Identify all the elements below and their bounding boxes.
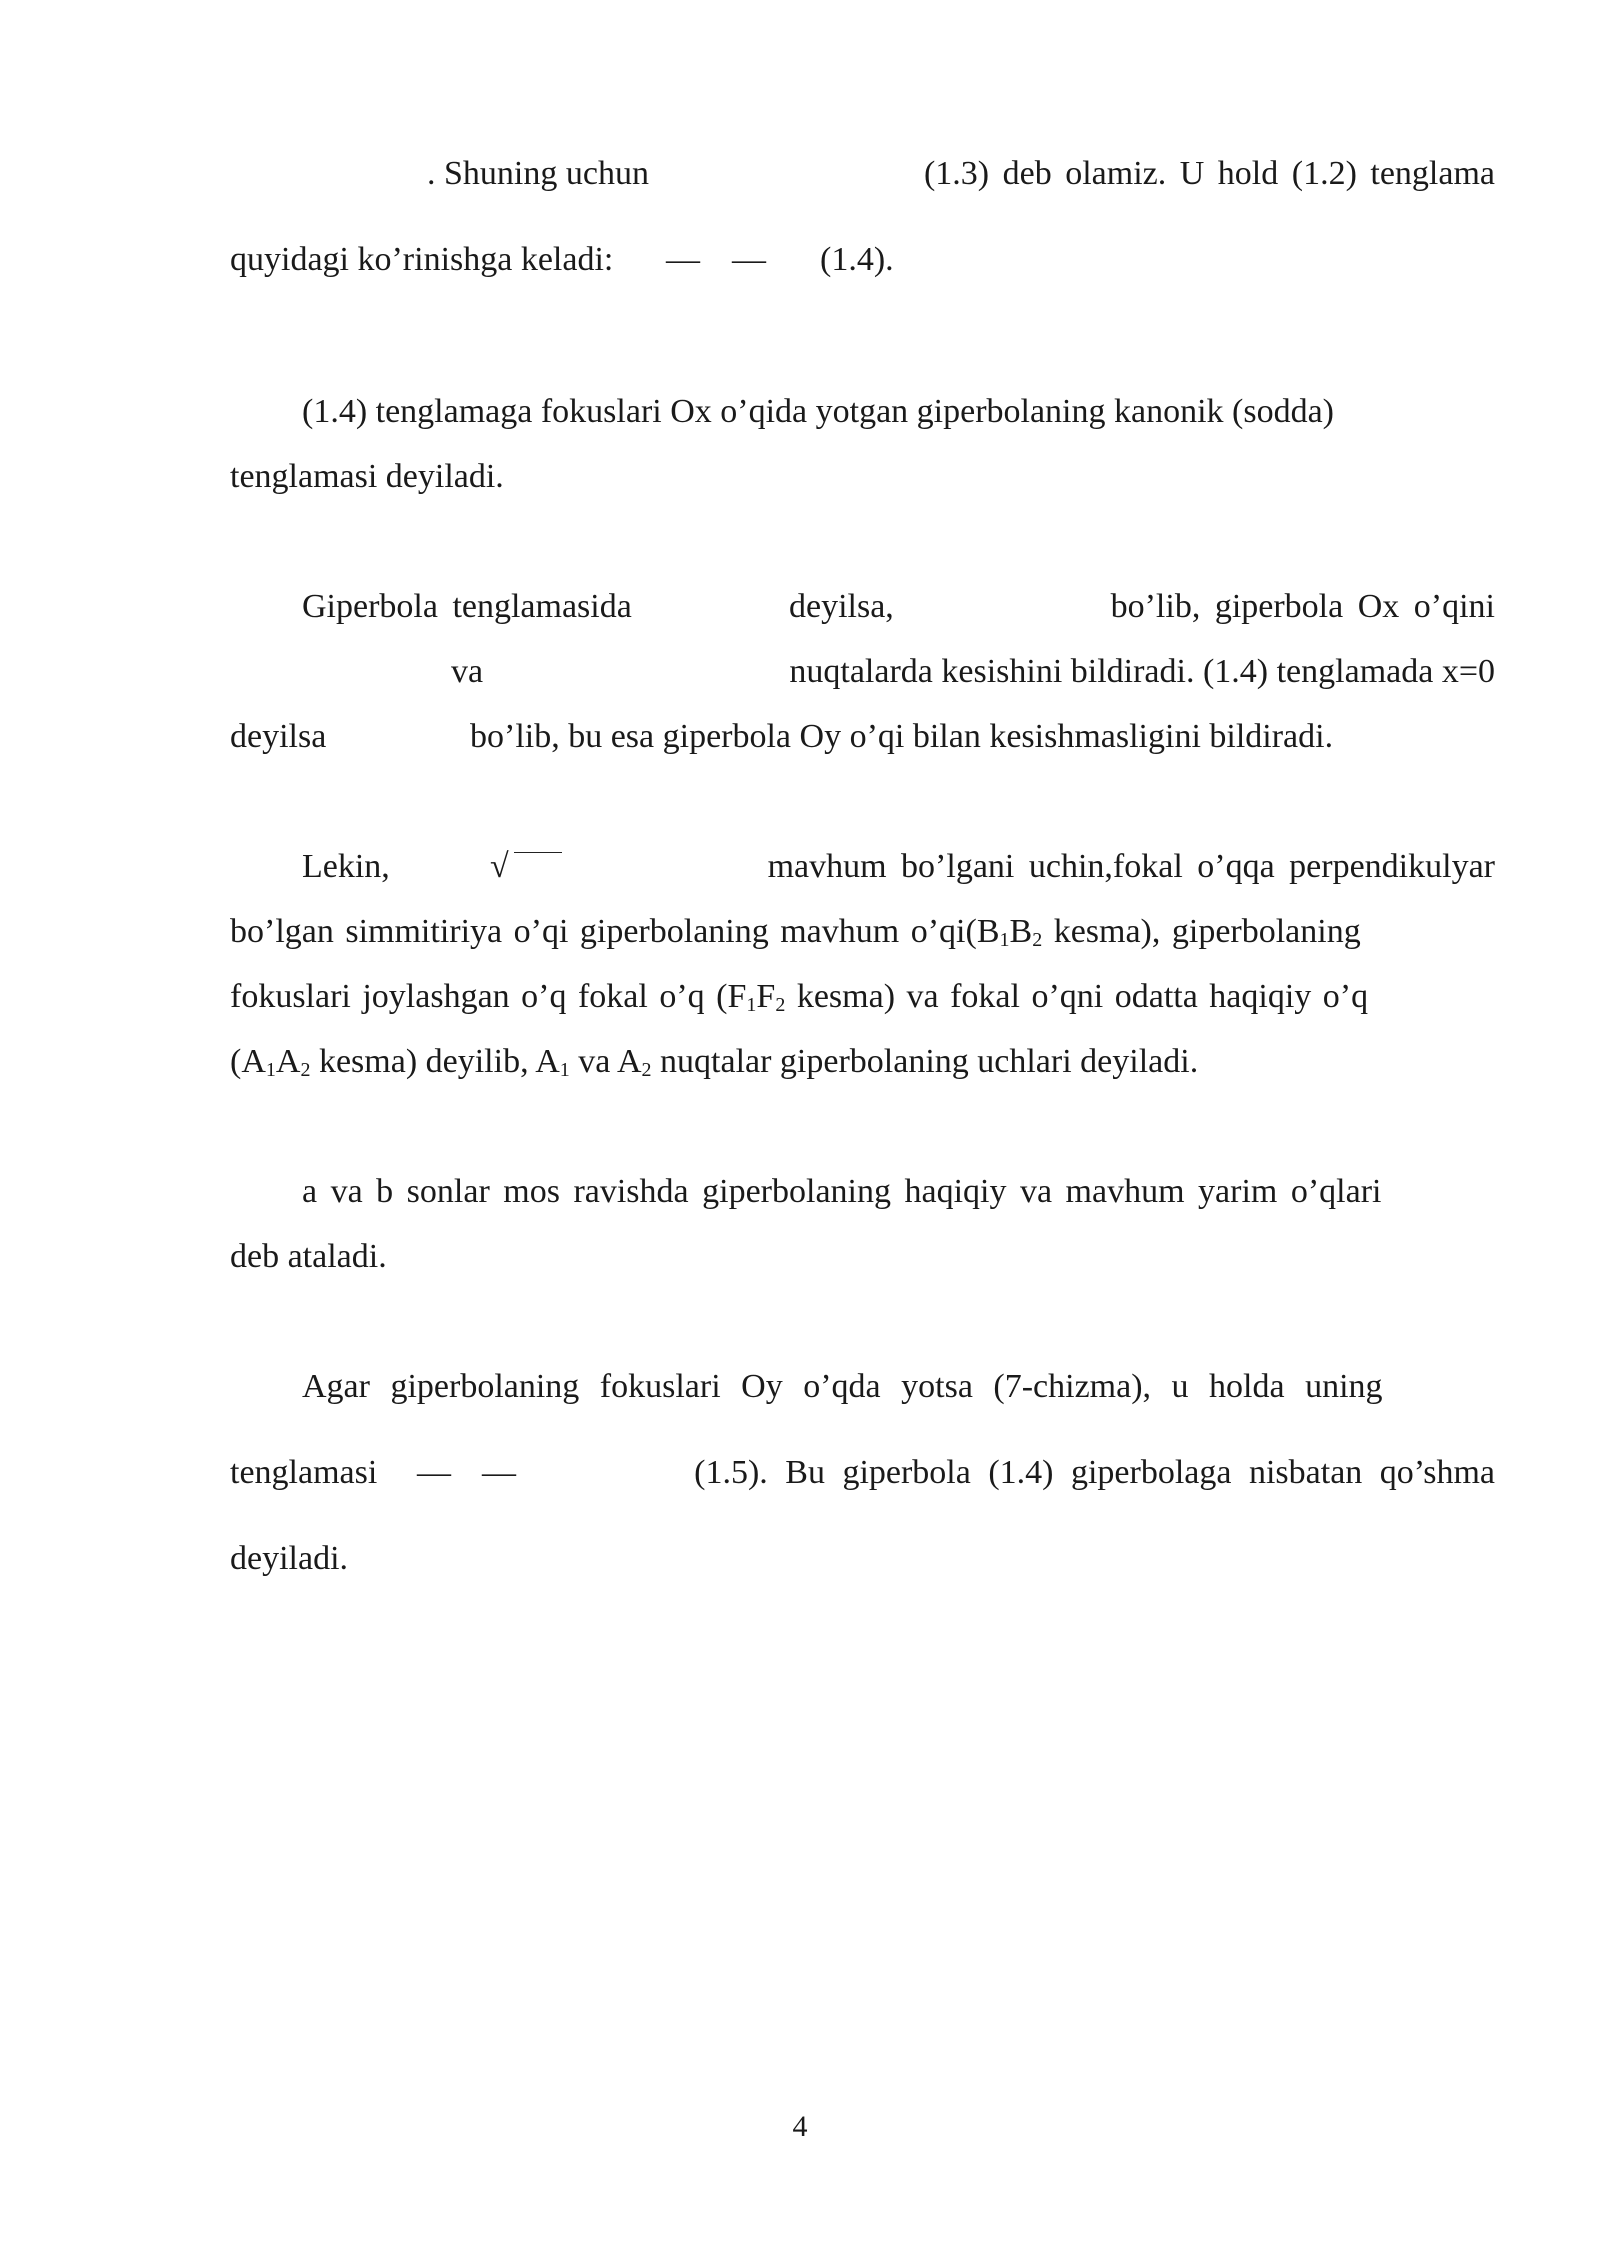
text-boolib-ox: bo’lib, giperbola Ox o’qini — [1110, 588, 1495, 625]
text-deyilsa-2: deyilsa — [230, 718, 327, 755]
text-p5-line1: Agar giperbolaning fokuslari Oy o’qda yotsa (7-chizma), u holda uning — [302, 1368, 1383, 1405]
text-lekin: Lekin, — [302, 848, 390, 885]
paragraph-5-line-1 — [230, 1370, 1495, 1414]
text-shuning-uchun: . Shuning uchun — [427, 155, 649, 192]
text-nuqtalarda: nuqtalarda kesishini bildiradi. (1.4) tenglamada x=0 — [789, 653, 1495, 690]
sqrt-sign: √ — [490, 848, 509, 885]
paragraph-3-line-2 — [230, 915, 1495, 959]
line-equation-1-4 — [230, 243, 1495, 287]
page-number: 4 — [792, 2110, 808, 2143]
text-deyilsa-1: deyilsa, — [789, 588, 894, 625]
fraction-bar-3: — — [417, 1454, 451, 1491]
text-equation-1-5: (1.5). Bu giperbola (1.4) giperbolaga nisbatan qo’shma — [694, 1454, 1495, 1491]
text-giperbola-tenglamasida: Giperbola tenglamasida — [302, 588, 632, 625]
text-p3-line3: fokuslari joylashgan o’q fokal o’q ($F_1F_2$ kesma) va fokal o’qni odatta haqiqiy o’q — [230, 978, 1369, 1016]
paragraph-5-line-2 — [230, 1456, 1495, 1500]
fraction-bar-2: — — [732, 241, 766, 278]
paragraph-2-line-3 — [230, 720, 1495, 764]
fraction-bar-4: — — [482, 1454, 516, 1491]
paragraph-2-line-2 — [230, 655, 1495, 699]
text-tenglamasi: tenglamasi — [230, 1454, 378, 1491]
text-equation-1-3: (1.3) deb olamiz. U hold (1.2) tenglama — [923, 155, 1495, 192]
text-mavhum-bolgani: mavhum bo’lgani uchin,fokal o’qqa perpendikulyar — [767, 848, 1495, 885]
paragraph-5-line-3 — [230, 1542, 1495, 1586]
paragraph-2-line-1 — [230, 590, 1495, 634]
paragraph-1-line-1 — [302, 395, 1495, 439]
text-deb-ataladi: deb ataladi. — [230, 1238, 387, 1275]
paragraph-3-line-1 — [230, 850, 1495, 894]
text-p1-line2: tenglamasi deyiladi. — [230, 458, 504, 495]
text-quyidagi: quyidagi ko’rinishga keladi: — [230, 241, 614, 278]
paragraph-4-line-2 — [230, 1240, 1495, 1284]
text-deyiladi: deyiladi. — [230, 1540, 349, 1577]
paragraph-1-line-2 — [230, 460, 1495, 504]
paragraph-3-line-4 — [230, 1045, 1495, 1089]
paragraph-4-line-1 — [230, 1175, 1495, 1219]
text-p3-line4: ($A_1A_2$ kesma) deyilib, $A_1$ va $A_2$ nuqtalar giperbolaning uchlari deyiladi. — [230, 1043, 1199, 1081]
fraction-bar-1: — — [666, 241, 700, 278]
paragraph-3-line-3 — [230, 980, 1495, 1024]
text-va: va — [451, 653, 484, 690]
text-p4-line1: a va b sonlar mos ravishda giperbolaning haqiqiy va mavhum yarim o’qlari — [302, 1173, 1382, 1210]
text-oy-kesishmasligi: bo’lib, bu esa giperbola Oy o’qi bilan kesishmasligini bildiradi. — [470, 718, 1334, 755]
text-p3-line2: bo’lgan simmitiriya o’qi giperbolaning mavhum $o’qi(B_1B_2$ kesma), giperbolaning — [230, 913, 1361, 951]
line-shuning-uchun — [230, 157, 1495, 201]
text-p1-line1: (1.4) tenglamaga fokuslari Ox o’qida yotgan giperbolaning kanonik (sodda) — [302, 393, 1335, 430]
equation-label-1-4: (1.4). — [820, 241, 894, 278]
